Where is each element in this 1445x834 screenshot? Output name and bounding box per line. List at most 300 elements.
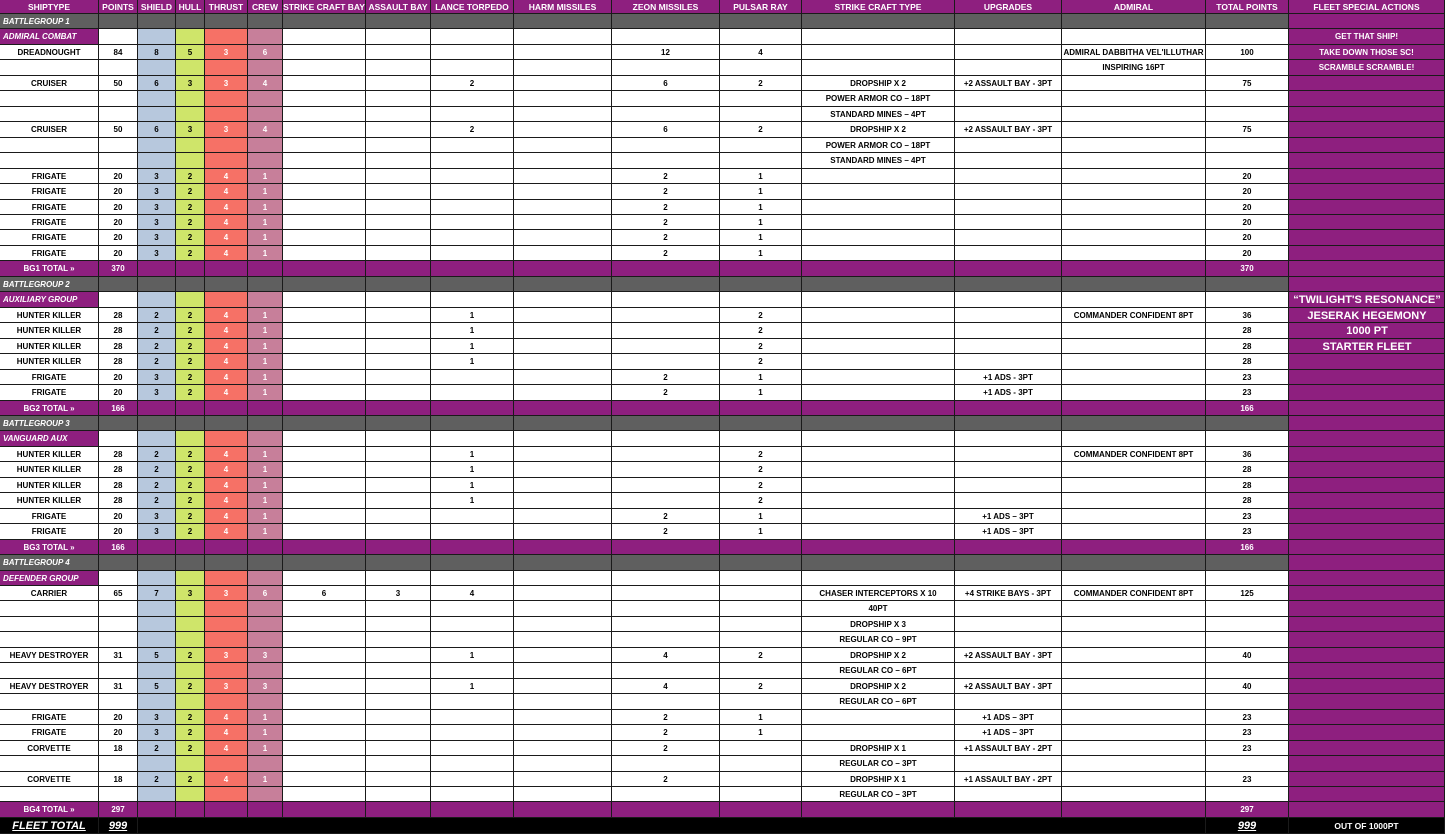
row-ship-crew[interactable]: 1 bbox=[248, 169, 283, 184]
row-ship-strike-craft-bay[interactable] bbox=[283, 230, 366, 246]
row-ship-points[interactable]: 31 bbox=[99, 679, 138, 694]
row-cont-pulsar-ray[interactable] bbox=[720, 107, 802, 122]
row-ship-crew[interactable]: 1 bbox=[248, 184, 283, 200]
row-ship-hull[interactable]: 2 bbox=[176, 741, 205, 756]
row-total-points[interactable]: 166 bbox=[99, 401, 138, 416]
row-cont-pulsar-ray[interactable] bbox=[720, 601, 802, 617]
header-assault-bay[interactable]: ASSAULT BAY bbox=[366, 0, 431, 14]
row-total-harm-missiles[interactable] bbox=[514, 540, 612, 555]
fleet-special-actions-cell[interactable] bbox=[1289, 447, 1445, 462]
row-total-total-points[interactable]: 166 bbox=[1206, 401, 1289, 416]
row-ship-admiral[interactable] bbox=[1062, 184, 1206, 200]
row-ship-harm-missiles[interactable] bbox=[514, 184, 612, 200]
row-ship-total-points[interactable]: 40 bbox=[1206, 648, 1289, 663]
row-total-strike-craft-type[interactable] bbox=[802, 401, 955, 416]
row-cont-lance-torpedo[interactable] bbox=[431, 663, 514, 679]
row-cont-strike-craft-type[interactable]: 40PT bbox=[802, 601, 955, 617]
fleet-special-actions-cell[interactable] bbox=[1289, 354, 1445, 370]
row-ship-crew[interactable]: 1 bbox=[248, 447, 283, 462]
row-cont-hull[interactable] bbox=[176, 632, 205, 648]
row-ship-admiral[interactable] bbox=[1062, 462, 1206, 478]
row-ship-total-points[interactable]: 75 bbox=[1206, 122, 1289, 138]
row-ship-shiptype[interactable]: CORVETTE bbox=[0, 772, 99, 787]
row-ship-total-points[interactable]: 23 bbox=[1206, 741, 1289, 756]
battlegroup-total-label[interactable]: BG2 TOTAL » bbox=[0, 401, 99, 416]
row-total-shield[interactable] bbox=[138, 802, 176, 818]
row-ship-upgrades[interactable]: +2 ASSAULT BAY - 3PT bbox=[955, 679, 1062, 694]
row-grp-harm-missiles[interactable] bbox=[514, 431, 612, 447]
row-ship-strike-craft-bay[interactable] bbox=[283, 122, 366, 138]
fleet-special-actions-cell[interactable] bbox=[1289, 772, 1445, 787]
row-grp-points[interactable] bbox=[99, 431, 138, 447]
row-ship-hull[interactable]: 2 bbox=[176, 323, 205, 339]
row-ship-upgrades[interactable] bbox=[955, 45, 1062, 60]
row-ship-zeon-missiles[interactable] bbox=[612, 493, 720, 509]
row-cont-harm-missiles[interactable] bbox=[514, 91, 612, 107]
row-ship-pulsar-ray[interactable]: 1 bbox=[720, 169, 802, 184]
row-bg-upgrades[interactable] bbox=[955, 277, 1062, 292]
row-cont-shield[interactable] bbox=[138, 138, 176, 153]
row-cont-assault-bay[interactable] bbox=[366, 153, 431, 169]
row-bg-pulsar-ray[interactable] bbox=[720, 277, 802, 292]
row-ship-admiral[interactable] bbox=[1062, 725, 1206, 741]
row-ship-points[interactable]: 20 bbox=[99, 215, 138, 230]
row-ship-points[interactable]: 84 bbox=[99, 45, 138, 60]
row-ship-strike-craft-bay[interactable] bbox=[283, 710, 366, 725]
row-ship-thrust[interactable]: 4 bbox=[205, 725, 248, 741]
row-ship-pulsar-ray[interactable] bbox=[720, 586, 802, 601]
row-cont-shield[interactable] bbox=[138, 601, 176, 617]
row-ship-crew[interactable]: 1 bbox=[248, 710, 283, 725]
fleet-total-spacer[interactable] bbox=[138, 818, 1206, 834]
row-ship-hull[interactable]: 2 bbox=[176, 370, 205, 385]
row-total-harm-missiles[interactable] bbox=[514, 401, 612, 416]
row-cont-harm-missiles[interactable] bbox=[514, 153, 612, 169]
row-cont-shield[interactable] bbox=[138, 617, 176, 632]
row-cont-lance-torpedo[interactable] bbox=[431, 617, 514, 632]
row-cont-upgrades[interactable] bbox=[955, 694, 1062, 710]
fleet-special-actions-cell[interactable] bbox=[1289, 478, 1445, 493]
row-ship-shield[interactable]: 6 bbox=[138, 122, 176, 138]
row-ship-thrust[interactable]: 3 bbox=[205, 76, 248, 91]
fleet-special-actions-cell[interactable] bbox=[1289, 246, 1445, 261]
row-ship-crew[interactable]: 1 bbox=[248, 215, 283, 230]
row-ship-lance-torpedo[interactable] bbox=[431, 184, 514, 200]
row-grp-thrust[interactable] bbox=[205, 431, 248, 447]
row-ship-zeon-missiles[interactable]: 2 bbox=[612, 215, 720, 230]
row-ship-zeon-missiles[interactable] bbox=[612, 447, 720, 462]
row-ship-assault-bay[interactable] bbox=[366, 679, 431, 694]
header-pulsar-ray[interactable]: PULSAR RAY bbox=[720, 0, 802, 14]
row-ship-zeon-missiles[interactable]: 12 bbox=[612, 45, 720, 60]
row-ship-shiptype[interactable]: FRIGATE bbox=[0, 710, 99, 725]
row-ship-hull[interactable]: 2 bbox=[176, 478, 205, 493]
row-ship-hull[interactable]: 2 bbox=[176, 725, 205, 741]
row-ship-assault-bay[interactable] bbox=[366, 772, 431, 787]
row-ship-lance-torpedo[interactable]: 1 bbox=[431, 648, 514, 663]
fleet-special-actions-cell[interactable] bbox=[1289, 215, 1445, 230]
row-bg-zeon-missiles[interactable] bbox=[612, 555, 720, 571]
row-cont-strike-craft-bay[interactable] bbox=[283, 787, 366, 802]
row-grp-strike-craft-type[interactable] bbox=[802, 29, 955, 45]
fleet-special-actions-cell[interactable] bbox=[1289, 153, 1445, 169]
row-ship-total-points[interactable]: 36 bbox=[1206, 447, 1289, 462]
fleet-special-actions-cell[interactable] bbox=[1289, 431, 1445, 447]
row-ship-points[interactable]: 20 bbox=[99, 725, 138, 741]
row-ship-assault-bay[interactable] bbox=[366, 447, 431, 462]
row-ship-admiral[interactable] bbox=[1062, 385, 1206, 401]
row-ship-shiptype[interactable]: FRIGATE bbox=[0, 385, 99, 401]
row-ship-shield[interactable]: 3 bbox=[138, 710, 176, 725]
row-cont-strike-craft-type[interactable]: REGULAR CO – 3PT bbox=[802, 756, 955, 772]
row-ship-shiptype[interactable]: FRIGATE bbox=[0, 246, 99, 261]
row-ship-lance-torpedo[interactable] bbox=[431, 246, 514, 261]
row-cont-total-points[interactable] bbox=[1206, 138, 1289, 153]
row-ship-zeon-missiles[interactable]: 2 bbox=[612, 772, 720, 787]
row-cont-thrust[interactable] bbox=[205, 663, 248, 679]
row-ship-assault-bay[interactable] bbox=[366, 184, 431, 200]
fleet-special-actions-cell[interactable] bbox=[1289, 122, 1445, 138]
row-bg-crew[interactable] bbox=[248, 555, 283, 571]
row-total-crew[interactable] bbox=[248, 261, 283, 277]
row-ship-upgrades[interactable] bbox=[955, 215, 1062, 230]
row-ship-strike-craft-bay[interactable] bbox=[283, 725, 366, 741]
row-total-pulsar-ray[interactable] bbox=[720, 401, 802, 416]
row-cont-harm-missiles[interactable] bbox=[514, 632, 612, 648]
row-cont-crew[interactable] bbox=[248, 91, 283, 107]
row-total-pulsar-ray[interactable] bbox=[720, 540, 802, 555]
row-ship-shield[interactable]: 2 bbox=[138, 478, 176, 493]
row-cont-strike-craft-bay[interactable] bbox=[283, 138, 366, 153]
row-cont-points[interactable] bbox=[99, 601, 138, 617]
row-cont-assault-bay[interactable] bbox=[366, 617, 431, 632]
row-ship-total-points[interactable]: 20 bbox=[1206, 169, 1289, 184]
row-cont-assault-bay[interactable] bbox=[366, 138, 431, 153]
row-ship-pulsar-ray[interactable]: 2 bbox=[720, 648, 802, 663]
row-ship-upgrades[interactable] bbox=[955, 200, 1062, 215]
row-ship-shiptype[interactable]: HUNTER KILLER bbox=[0, 308, 99, 323]
fleet-special-actions-cell[interactable] bbox=[1289, 91, 1445, 107]
row-total-thrust[interactable] bbox=[205, 540, 248, 555]
row-total-zeon-missiles[interactable] bbox=[612, 261, 720, 277]
row-total-total-points[interactable]: 370 bbox=[1206, 261, 1289, 277]
fleet-special-actions-cell[interactable] bbox=[1289, 586, 1445, 601]
row-ship-admiral[interactable] bbox=[1062, 339, 1206, 354]
row-ship-assault-bay[interactable] bbox=[366, 76, 431, 91]
row-ship-admiral[interactable] bbox=[1062, 478, 1206, 493]
row-ship-admiral[interactable] bbox=[1062, 679, 1206, 694]
row-cont-lance-torpedo[interactable] bbox=[431, 60, 514, 76]
row-bg-total-points[interactable] bbox=[1206, 14, 1289, 29]
row-ship-harm-missiles[interactable] bbox=[514, 122, 612, 138]
row-cont-assault-bay[interactable] bbox=[366, 694, 431, 710]
row-total-harm-missiles[interactable] bbox=[514, 802, 612, 818]
row-ship-admiral[interactable] bbox=[1062, 122, 1206, 138]
row-cont-crew[interactable] bbox=[248, 632, 283, 648]
row-ship-upgrades[interactable] bbox=[955, 169, 1062, 184]
row-cont-thrust[interactable] bbox=[205, 601, 248, 617]
row-ship-total-points[interactable]: 28 bbox=[1206, 462, 1289, 478]
row-ship-assault-bay[interactable] bbox=[366, 200, 431, 215]
row-ship-hull[interactable]: 2 bbox=[176, 246, 205, 261]
row-total-points[interactable]: 166 bbox=[99, 540, 138, 555]
row-cont-zeon-missiles[interactable] bbox=[612, 601, 720, 617]
row-ship-thrust[interactable]: 4 bbox=[205, 741, 248, 756]
fleet-special-action[interactable]: TAKE DOWN THOSE SC! bbox=[1289, 45, 1445, 60]
row-ship-assault-bay[interactable] bbox=[366, 725, 431, 741]
row-ship-harm-missiles[interactable] bbox=[514, 308, 612, 323]
row-cont-admiral[interactable] bbox=[1062, 787, 1206, 802]
row-ship-strike-craft-type[interactable] bbox=[802, 370, 955, 385]
row-ship-upgrades[interactable] bbox=[955, 246, 1062, 261]
row-bg-shield[interactable] bbox=[138, 416, 176, 431]
row-grp-assault-bay[interactable] bbox=[366, 571, 431, 586]
row-grp-points[interactable] bbox=[99, 292, 138, 308]
row-ship-points[interactable]: 65 bbox=[99, 586, 138, 601]
row-ship-points[interactable]: 28 bbox=[99, 354, 138, 370]
row-ship-harm-missiles[interactable] bbox=[514, 200, 612, 215]
row-cont-shield[interactable] bbox=[138, 60, 176, 76]
row-grp-pulsar-ray[interactable] bbox=[720, 29, 802, 45]
row-ship-hull[interactable]: 2 bbox=[176, 200, 205, 215]
row-ship-crew[interactable]: 1 bbox=[248, 725, 283, 741]
row-ship-strike-craft-bay[interactable] bbox=[283, 169, 366, 184]
row-grp-total-points[interactable] bbox=[1206, 431, 1289, 447]
fleet-special-actions-cell[interactable] bbox=[1289, 756, 1445, 772]
row-ship-assault-bay[interactable] bbox=[366, 45, 431, 60]
row-cont-total-points[interactable] bbox=[1206, 107, 1289, 122]
fleet-special-actions-cell[interactable] bbox=[1289, 76, 1445, 91]
row-ship-points[interactable]: 50 bbox=[99, 122, 138, 138]
row-ship-points[interactable]: 20 bbox=[99, 509, 138, 524]
row-grp-zeon-missiles[interactable] bbox=[612, 292, 720, 308]
row-cont-assault-bay[interactable] bbox=[366, 663, 431, 679]
row-bg-shield[interactable] bbox=[138, 277, 176, 292]
row-grp-zeon-missiles[interactable] bbox=[612, 431, 720, 447]
row-grp-pulsar-ray[interactable] bbox=[720, 571, 802, 586]
row-grp-zeon-missiles[interactable] bbox=[612, 29, 720, 45]
row-cont-strike-craft-type[interactable]: STANDARD MINES – 4PT bbox=[802, 107, 955, 122]
row-ship-shiptype[interactable]: CARRIER bbox=[0, 586, 99, 601]
fleet-special-actions-cell[interactable] bbox=[1289, 493, 1445, 509]
row-ship-thrust[interactable]: 4 bbox=[205, 230, 248, 246]
row-ship-lance-torpedo[interactable]: 1 bbox=[431, 308, 514, 323]
row-total-pulsar-ray[interactable] bbox=[720, 261, 802, 277]
row-total-thrust[interactable] bbox=[205, 261, 248, 277]
row-ship-shiptype[interactable]: FRIGATE bbox=[0, 215, 99, 230]
row-ship-admiral[interactable]: ADMIRAL DABBITHA VEL'ILLUTHAR bbox=[1062, 45, 1206, 60]
row-ship-crew[interactable]: 1 bbox=[248, 509, 283, 524]
row-cont-hull[interactable] bbox=[176, 694, 205, 710]
row-ship-shield[interactable]: 3 bbox=[138, 725, 176, 741]
row-cont-points[interactable] bbox=[99, 756, 138, 772]
row-total-zeon-missiles[interactable] bbox=[612, 802, 720, 818]
row-bg-upgrades[interactable] bbox=[955, 555, 1062, 571]
row-ship-upgrades[interactable]: +1 ASSAULT BAY - 2PT bbox=[955, 741, 1062, 756]
header-crew[interactable]: CREW bbox=[248, 0, 283, 14]
row-cont-lance-torpedo[interactable] bbox=[431, 91, 514, 107]
row-ship-strike-craft-bay[interactable] bbox=[283, 648, 366, 663]
row-grp-assault-bay[interactable] bbox=[366, 29, 431, 45]
row-ship-strike-craft-type[interactable] bbox=[802, 169, 955, 184]
row-ship-crew[interactable]: 1 bbox=[248, 339, 283, 354]
row-ship-crew[interactable]: 6 bbox=[248, 586, 283, 601]
row-ship-strike-craft-bay[interactable] bbox=[283, 679, 366, 694]
row-total-admiral[interactable] bbox=[1062, 261, 1206, 277]
row-ship-pulsar-ray[interactable]: 1 bbox=[720, 710, 802, 725]
row-ship-lance-torpedo[interactable]: 1 bbox=[431, 339, 514, 354]
row-cont-upgrades[interactable] bbox=[955, 601, 1062, 617]
row-ship-points[interactable]: 28 bbox=[99, 462, 138, 478]
row-cont-admiral[interactable] bbox=[1062, 153, 1206, 169]
row-cont-shiptype[interactable] bbox=[0, 632, 99, 648]
row-grp-hull[interactable] bbox=[176, 431, 205, 447]
row-ship-lance-torpedo[interactable] bbox=[431, 169, 514, 184]
row-grp-total-points[interactable] bbox=[1206, 292, 1289, 308]
row-grp-assault-bay[interactable] bbox=[366, 292, 431, 308]
row-bg-crew[interactable] bbox=[248, 277, 283, 292]
fleet-special-actions-cell[interactable] bbox=[1289, 787, 1445, 802]
row-cont-points[interactable] bbox=[99, 107, 138, 122]
row-ship-harm-missiles[interactable] bbox=[514, 462, 612, 478]
row-cont-upgrades[interactable] bbox=[955, 756, 1062, 772]
row-cont-strike-craft-type[interactable]: REGULAR CO – 3PT bbox=[802, 787, 955, 802]
row-ship-upgrades[interactable] bbox=[955, 493, 1062, 509]
row-ship-assault-bay[interactable] bbox=[366, 478, 431, 493]
row-cont-pulsar-ray[interactable] bbox=[720, 694, 802, 710]
row-grp-upgrades[interactable] bbox=[955, 431, 1062, 447]
row-ship-total-points[interactable]: 20 bbox=[1206, 184, 1289, 200]
row-cont-thrust[interactable] bbox=[205, 787, 248, 802]
row-ship-shield[interactable]: 2 bbox=[138, 447, 176, 462]
row-ship-thrust[interactable]: 4 bbox=[205, 710, 248, 725]
row-grp-harm-missiles[interactable] bbox=[514, 292, 612, 308]
row-cont-admiral[interactable] bbox=[1062, 756, 1206, 772]
row-ship-upgrades[interactable]: +4 STRIKE BAYS - 3PT bbox=[955, 586, 1062, 601]
row-cont-lance-torpedo[interactable] bbox=[431, 601, 514, 617]
row-ship-shield[interactable]: 2 bbox=[138, 323, 176, 339]
fleet-special-actions-cell[interactable] bbox=[1289, 462, 1445, 478]
row-ship-strike-craft-bay[interactable] bbox=[283, 524, 366, 540]
row-ship-total-points[interactable]: 23 bbox=[1206, 725, 1289, 741]
row-ship-upgrades[interactable]: +1 ASSAULT BAY - 2PT bbox=[955, 772, 1062, 787]
header-admiral[interactable]: ADMIRAL bbox=[1062, 0, 1206, 14]
row-cont-thrust[interactable] bbox=[205, 756, 248, 772]
row-ship-thrust[interactable]: 4 bbox=[205, 200, 248, 215]
row-bg-admiral[interactable] bbox=[1062, 555, 1206, 571]
row-ship-zeon-missiles[interactable]: 2 bbox=[612, 370, 720, 385]
row-cont-harm-missiles[interactable] bbox=[514, 617, 612, 632]
battlegroup-label[interactable]: BATTLEGROUP 4 bbox=[0, 555, 99, 571]
row-ship-assault-bay[interactable] bbox=[366, 354, 431, 370]
row-cont-points[interactable] bbox=[99, 632, 138, 648]
row-cont-shiptype[interactable] bbox=[0, 756, 99, 772]
row-ship-hull[interactable]: 2 bbox=[176, 184, 205, 200]
row-cont-total-points[interactable] bbox=[1206, 91, 1289, 107]
row-ship-zeon-missiles[interactable]: 2 bbox=[612, 169, 720, 184]
row-bg-total-points[interactable] bbox=[1206, 416, 1289, 431]
row-ship-shield[interactable]: 3 bbox=[138, 230, 176, 246]
row-cont-upgrades[interactable] bbox=[955, 107, 1062, 122]
row-ship-crew[interactable]: 1 bbox=[248, 354, 283, 370]
row-grp-strike-craft-bay[interactable] bbox=[283, 29, 366, 45]
row-ship-hull[interactable]: 2 bbox=[176, 493, 205, 509]
row-ship-harm-missiles[interactable] bbox=[514, 772, 612, 787]
row-ship-total-points[interactable]: 36 bbox=[1206, 308, 1289, 323]
row-ship-hull[interactable]: 2 bbox=[176, 230, 205, 246]
row-cont-total-points[interactable] bbox=[1206, 787, 1289, 802]
row-ship-strike-craft-type[interactable] bbox=[802, 323, 955, 339]
row-bg-upgrades[interactable] bbox=[955, 14, 1062, 29]
row-cont-thrust[interactable] bbox=[205, 138, 248, 153]
battlegroup-total-label[interactable]: BG1 TOTAL » bbox=[0, 261, 99, 277]
row-ship-strike-craft-bay[interactable] bbox=[283, 478, 366, 493]
row-ship-upgrades[interactable]: +1 ADS – 3PT bbox=[955, 524, 1062, 540]
row-ship-hull[interactable]: 3 bbox=[176, 122, 205, 138]
row-ship-strike-craft-type[interactable] bbox=[802, 200, 955, 215]
fleet-total-label[interactable]: FLEET TOTAL bbox=[0, 818, 99, 834]
fleet-special-action[interactable]: SCRAMBLE SCRAMBLE! bbox=[1289, 60, 1445, 76]
row-ship-pulsar-ray[interactable] bbox=[720, 741, 802, 756]
row-cont-lance-torpedo[interactable] bbox=[431, 153, 514, 169]
row-ship-points[interactable]: 20 bbox=[99, 246, 138, 261]
row-cont-total-points[interactable] bbox=[1206, 60, 1289, 76]
row-ship-points[interactable]: 20 bbox=[99, 370, 138, 385]
row-ship-thrust[interactable]: 4 bbox=[205, 478, 248, 493]
row-ship-total-points[interactable]: 28 bbox=[1206, 478, 1289, 493]
row-ship-assault-bay[interactable] bbox=[366, 741, 431, 756]
row-total-crew[interactable] bbox=[248, 401, 283, 416]
row-ship-upgrades[interactable] bbox=[955, 339, 1062, 354]
battlegroup-total-label[interactable]: BG4 TOTAL » bbox=[0, 802, 99, 818]
row-total-hull[interactable] bbox=[176, 401, 205, 416]
header-thrust[interactable]: THRUST bbox=[205, 0, 248, 14]
row-ship-assault-bay[interactable] bbox=[366, 509, 431, 524]
row-cont-shiptype[interactable] bbox=[0, 617, 99, 632]
row-cont-crew[interactable] bbox=[248, 601, 283, 617]
fleet-special-actions-cell[interactable] bbox=[1289, 385, 1445, 401]
row-ship-lance-torpedo[interactable] bbox=[431, 772, 514, 787]
row-ship-assault-bay[interactable] bbox=[366, 493, 431, 509]
row-cont-upgrades[interactable] bbox=[955, 60, 1062, 76]
row-ship-hull[interactable]: 2 bbox=[176, 524, 205, 540]
row-cont-strike-craft-type[interactable]: REGULAR CO – 6PT bbox=[802, 694, 955, 710]
row-cont-zeon-missiles[interactable] bbox=[612, 787, 720, 802]
row-ship-zeon-missiles[interactable]: 6 bbox=[612, 122, 720, 138]
row-ship-pulsar-ray[interactable]: 1 bbox=[720, 184, 802, 200]
row-ship-total-points[interactable]: 23 bbox=[1206, 524, 1289, 540]
row-bg-admiral[interactable] bbox=[1062, 277, 1206, 292]
row-ship-shield[interactable]: 5 bbox=[138, 648, 176, 663]
row-total-upgrades[interactable] bbox=[955, 401, 1062, 416]
row-ship-thrust[interactable]: 4 bbox=[205, 215, 248, 230]
row-bg-admiral[interactable] bbox=[1062, 416, 1206, 431]
row-ship-crew[interactable]: 1 bbox=[248, 462, 283, 478]
row-bg-points[interactable] bbox=[99, 277, 138, 292]
row-bg-pulsar-ray[interactable] bbox=[720, 555, 802, 571]
row-total-total-points[interactable]: 297 bbox=[1206, 802, 1289, 818]
row-total-shield[interactable] bbox=[138, 401, 176, 416]
row-ship-admiral[interactable] bbox=[1062, 354, 1206, 370]
row-ship-harm-missiles[interactable] bbox=[514, 339, 612, 354]
row-bg-hull[interactable] bbox=[176, 416, 205, 431]
row-cont-shiptype[interactable] bbox=[0, 601, 99, 617]
row-ship-pulsar-ray[interactable]: 2 bbox=[720, 679, 802, 694]
row-cont-assault-bay[interactable] bbox=[366, 601, 431, 617]
row-ship-harm-missiles[interactable] bbox=[514, 215, 612, 230]
row-grp-strike-craft-type[interactable] bbox=[802, 431, 955, 447]
header-total-points[interactable]: TOTAL POINTS bbox=[1206, 0, 1289, 14]
